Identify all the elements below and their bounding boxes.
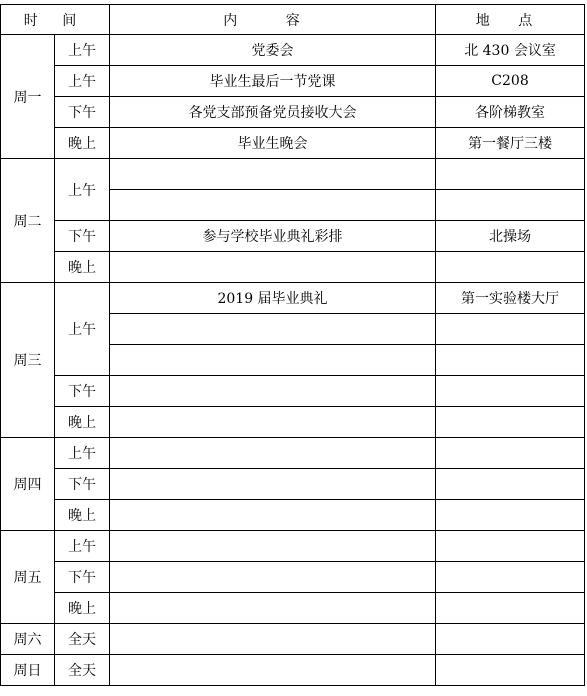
location-cell: 北操场 [436,221,585,252]
day-cell-fri: 周五 [1,531,55,624]
location-cell [436,469,585,500]
header-row [1,5,585,35]
table-row [1,438,585,469]
content-cell [110,593,436,624]
location-cell [436,562,585,593]
day-cell-sun: 周日 [1,655,55,686]
location-cell: 各阶梯教室 [436,97,585,128]
location-cell [436,345,585,376]
period-cell: 下午 [55,469,110,500]
period-cell: 下午 [55,97,110,128]
header-location: 地 点 [436,5,585,35]
table-row [1,624,585,655]
table-row [1,35,585,66]
content-cell [110,531,436,562]
content-cell [110,159,436,190]
table-row [1,159,585,190]
day-cell-mon: 周一 [1,35,55,159]
content-cell: 毕业生晚会 [110,128,436,159]
location-cell [436,655,585,686]
content-cell [110,407,436,438]
location-cell: 第一餐厅三楼 [436,128,585,159]
period-cell: 上午 [55,283,110,376]
table-row [1,531,585,562]
period-cell: 上午 [55,35,110,66]
period-cell: 全天 [55,624,110,655]
period-cell: 上午 [55,438,110,469]
period-cell: 晚上 [55,593,110,624]
table-row [1,252,585,283]
content-cell: 党委会 [110,35,436,66]
location-cell [436,624,585,655]
table-row [1,500,585,531]
content-cell [110,314,436,345]
content-cell [110,562,436,593]
period-cell: 下午 [55,376,110,407]
location-cell: C208 [436,66,585,97]
day-cell-wed: 周三 [1,283,55,438]
content-cell [110,655,436,686]
period-cell: 晚上 [55,128,110,159]
location-cell [436,376,585,407]
content-cell: 参与学校毕业典礼彩排 [110,221,436,252]
table-row [1,283,585,314]
location-cell [436,438,585,469]
period-cell: 上午 [55,159,110,221]
content-cell [110,624,436,655]
table-row [1,407,585,438]
content-cell: 2019 届毕业典礼 [110,283,436,314]
period-cell: 全天 [55,655,110,686]
content-cell [110,190,436,221]
content-cell [110,469,436,500]
schedule-table [0,4,585,686]
table-row [1,562,585,593]
table-row [1,128,585,159]
header-content: 内 容 [110,5,436,35]
location-cell [436,500,585,531]
day-cell-sat: 周六 [1,624,55,655]
location-cell [436,531,585,562]
location-cell [436,593,585,624]
content-cell [110,376,436,407]
location-cell [436,252,585,283]
table-row [1,376,585,407]
content-cell [110,345,436,376]
header-time: 时 间 [1,5,110,35]
period-cell: 上午 [55,66,110,97]
location-cell [436,314,585,345]
content-cell: 各党支部预备党员接收大会 [110,97,436,128]
content-cell [110,438,436,469]
day-cell-tue: 周二 [1,159,55,283]
period-cell: 晚上 [55,252,110,283]
day-cell-thu: 周四 [1,438,55,531]
period-cell: 下午 [55,221,110,252]
location-cell [436,159,585,190]
table-row [1,221,585,252]
location-cell: 北 430 会议室 [436,35,585,66]
location-cell: 第一实验楼大厅 [436,283,585,314]
period-cell: 晚上 [55,407,110,438]
content-cell: 毕业生最后一节党课 [110,66,436,97]
period-cell: 下午 [55,562,110,593]
table-row [1,66,585,97]
location-cell [436,407,585,438]
table-row [1,469,585,500]
content-cell [110,252,436,283]
table-row [1,655,585,686]
content-cell [110,500,436,531]
location-cell [436,190,585,221]
period-cell: 上午 [55,531,110,562]
table-row [1,97,585,128]
period-cell: 晚上 [55,500,110,531]
table-row [1,593,585,624]
